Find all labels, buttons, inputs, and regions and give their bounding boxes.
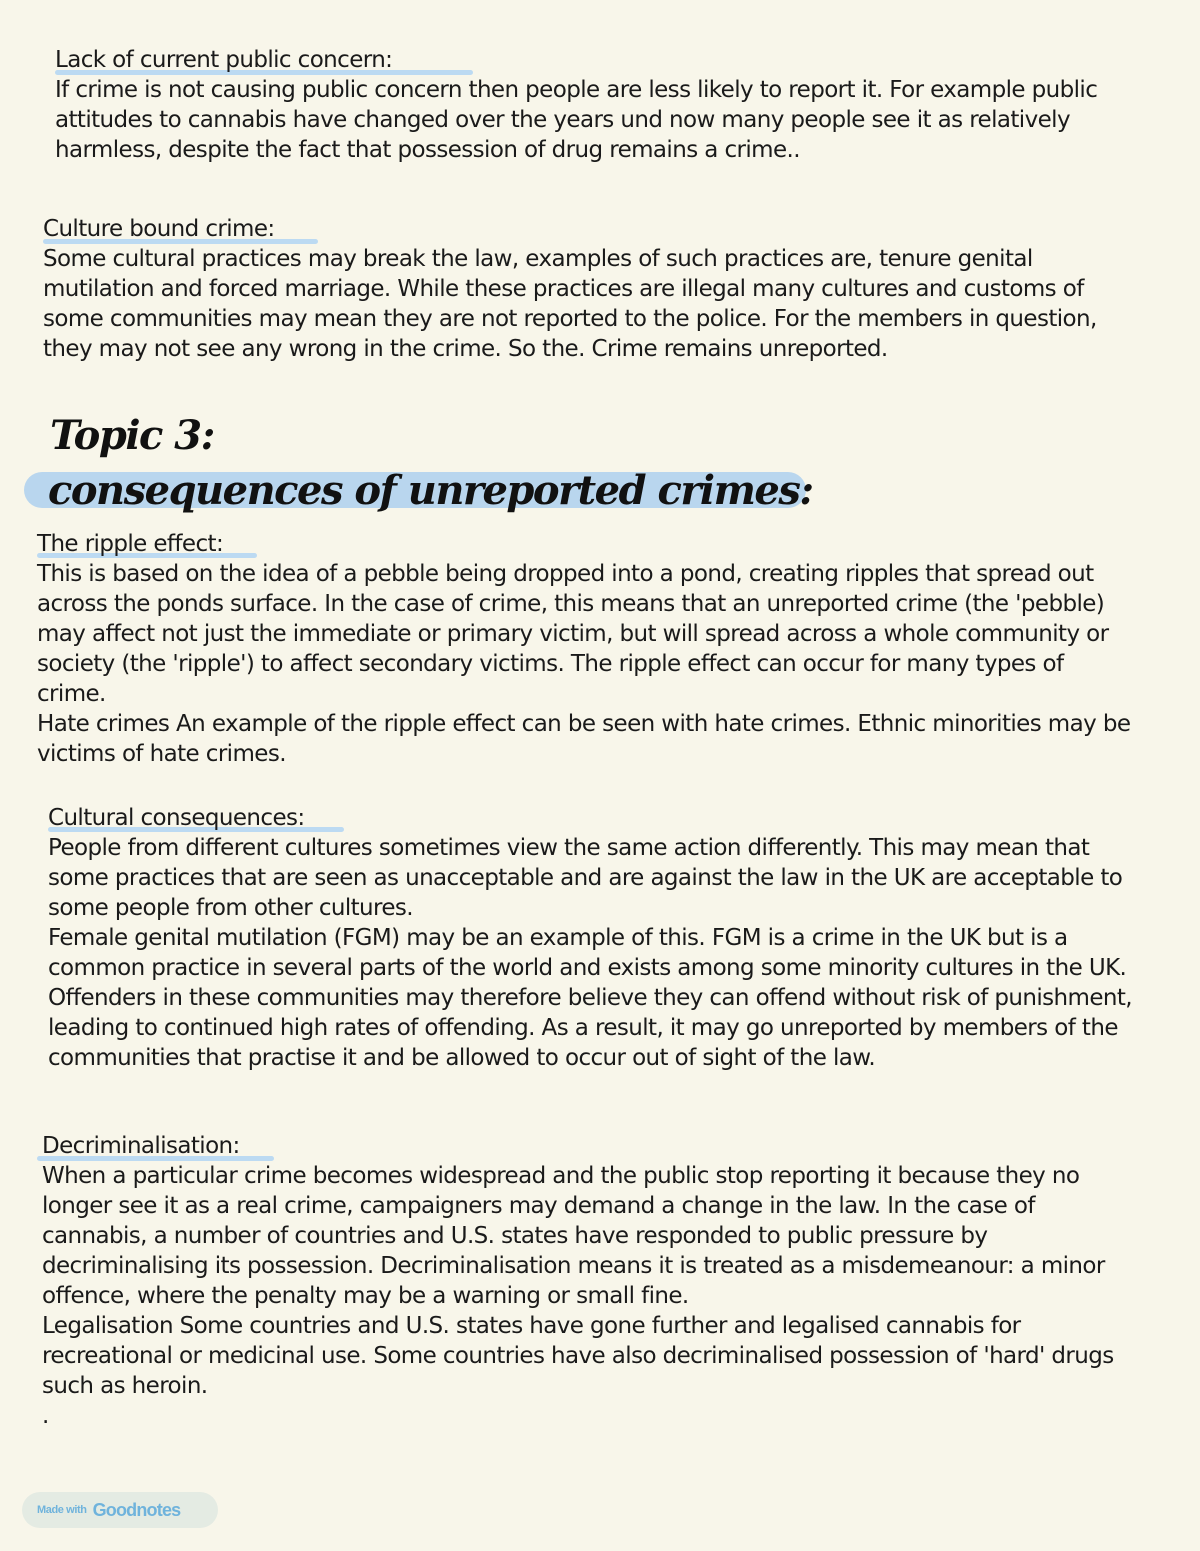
section-lack-of-public-concern <box>55 45 1125 165</box>
heading-text: Lack of current public concern: <box>55 47 393 73</box>
section-decriminalisation <box>42 1131 1137 1431</box>
section-body: People from different cultures sometimes view the same action differently. This may mean that some practices that are seen as unacceptable and are against the law in the UK are acceptable to some people from other cultures. <box>48 835 1123 921</box>
section-culture-bound-crime <box>43 214 1148 364</box>
section-body: Some cultural practices may break the law, examples of such practices are, tenure genital mutilation and forced marriage. While these practices are illegal many cultures and customs of some communities may mean they are not reported to the police. For the members in question, they may not see any wrong in the crime. So the. Crime remains unreported. <box>43 246 1097 362</box>
heading-text: Culture bound crime: <box>43 216 275 242</box>
section-heading <box>37 529 1137 559</box>
section-body: Female genital mutilation (FGM) may be an example of this. FGM is a crime in the UK but is a common practice in several parts of the world and exists among some minority cultures in the UK. Offenders in these communities may therefore believe they can offend without risk of punishment, leading to continued high rates of offending. As a result, it may go unreported by members of the communities that practise it and be allowed to occur out of sight of the law. <box>48 925 1133 1071</box>
heading-text: The ripple effect: <box>37 531 224 557</box>
heading-text: Cultural consequences: <box>48 805 305 831</box>
section-body: When a particular crime becomes widespread and the public stop reporting it because they no longer see it as a real crime, campaigners may demand a change in the law. In the case of cannabis, a number of countries and U.S. states have responded to public pressure by decriminalising its possession. Decriminalisation means it is treated as a misdemeanour: a minor offence, where the penalty may be a warning or small fine. <box>42 1163 1105 1309</box>
topic-number: Topic 3: <box>50 412 214 459</box>
section-cultural-consequences <box>48 803 1148 1073</box>
badge-prefix: Made with <box>37 1504 87 1516</box>
heading-text: Decriminalisation: <box>42 1133 240 1159</box>
section-heading <box>42 1131 1137 1161</box>
badge-brand: Goodnotes <box>92 1499 181 1520</box>
topic-title: consequences of unreported crimes: <box>48 467 813 514</box>
section-heading <box>43 214 1148 244</box>
section-heading <box>48 803 1148 833</box>
goodnotes-badge <box>22 1492 218 1528</box>
section-heading <box>55 45 1125 75</box>
section-body: This is based on the idea of a pebble being dropped into a pond, creating ripples that spread out across the ponds surface. In the case of crime, this means that an unreported crime (the 'pebble) may affect not just the immediate or primary victim, but will spread across a whole community or society (the 'ripple') to affect secondary victims. The ripple effect can occur for many types of crime. <box>37 561 1109 707</box>
section-body: If crime is not causing public concern then people are less likely to report it. For example public attitudes to cannabis have changed over the years und now many people see it as relatively harmless, despite the fact that possession of drug remains a crime.. <box>55 77 1098 163</box>
section-ripple-effect <box>37 529 1137 769</box>
trailing-dot: . <box>42 1403 49 1429</box>
section-body: Hate crimes An example of the ripple effect can be seen with hate crimes. Ethnic minorities may be victims of hate crimes. <box>37 711 1131 767</box>
section-body: Legalisation Some countries and U.S. states have gone further and legalised cannabis for recreational or medicinal use. Some countries have also decriminalised possession of 'hard' drugs such as heroin. <box>42 1313 1114 1399</box>
